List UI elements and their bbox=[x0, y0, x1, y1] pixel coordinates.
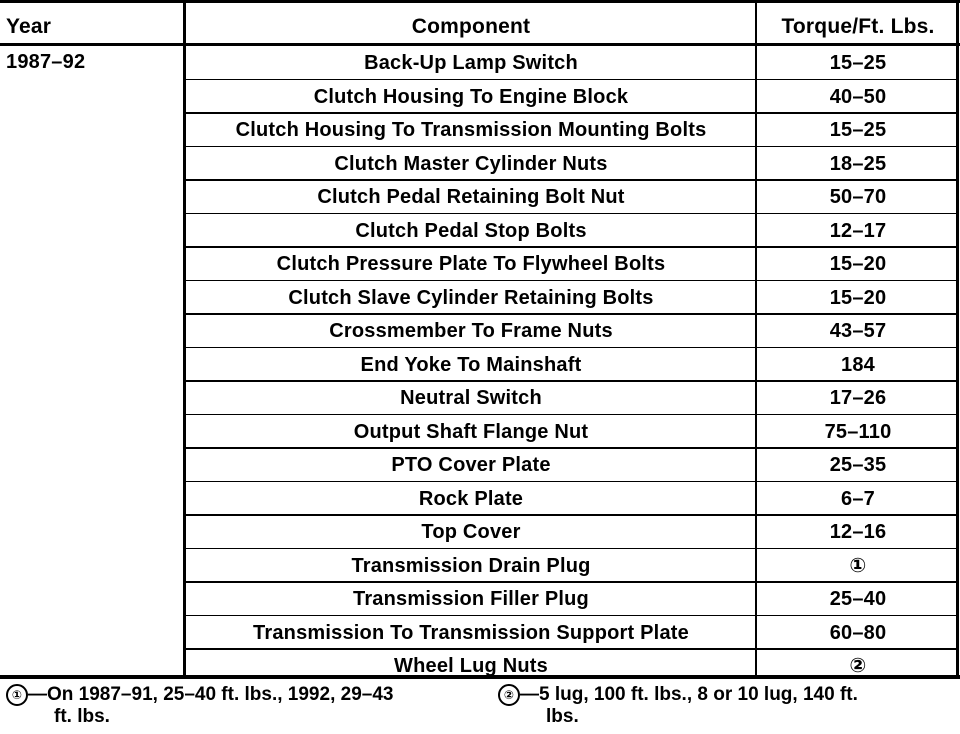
footnote-1-continued: ft. lbs. bbox=[54, 706, 110, 728]
header-year: Year bbox=[6, 15, 52, 38]
component-cell: Clutch Pedal Stop Bolts bbox=[355, 219, 587, 242]
torque-cell: 75–110 bbox=[824, 420, 892, 443]
torque-cell: 15–20 bbox=[829, 286, 887, 309]
header-torque: Torque/Ft. Lbs. bbox=[781, 15, 935, 38]
component-cell: PTO Cover Plate bbox=[391, 454, 551, 476]
component-cell: Transmission Filler Plug bbox=[353, 588, 589, 610]
torque-cell: 12–16 bbox=[829, 521, 887, 543]
component-cell: Neutral Switch bbox=[400, 387, 542, 409]
footnote-1 bbox=[6, 684, 476, 728]
footnote-2-text: —5 lug, 100 ft. lbs., 8 or 10 lug, 140 ft. bbox=[520, 684, 858, 706]
component-cell: Clutch Housing To Transmission Mounting Bolts bbox=[235, 119, 707, 141]
torque-cell: 43–57 bbox=[829, 320, 887, 342]
footnote-2-continued: lbs. bbox=[546, 706, 579, 728]
footnote-2 bbox=[498, 684, 953, 728]
torque-cell: 60–80 bbox=[829, 621, 887, 644]
footnote-1-text: —On 1987–91, 25–40 ft. lbs., 1992, 29–43 bbox=[28, 684, 394, 706]
component-cell: Top Cover bbox=[421, 521, 521, 543]
torque-cell: 12–17 bbox=[829, 219, 887, 242]
component-cell: Transmission To Transmission Support Plate bbox=[253, 621, 689, 644]
component-cell: Clutch Pedal Retaining Bolt Nut bbox=[317, 186, 625, 208]
torque-cell: ① bbox=[849, 554, 867, 577]
torque-cell: 184 bbox=[841, 353, 875, 376]
component-cell: Clutch Pressure Plate To Flywheel Bolts bbox=[276, 253, 666, 275]
torque-cell: 50–70 bbox=[829, 186, 887, 208]
component-cell: Clutch Master Cylinder Nuts bbox=[334, 152, 608, 175]
component-cell: Back-Up Lamp Switch bbox=[364, 52, 578, 74]
torque-cell: 18–25 bbox=[829, 152, 887, 175]
component-cell: Transmission Drain Plug bbox=[351, 554, 591, 577]
component-cell: Crossmember To Frame Nuts bbox=[329, 320, 613, 342]
torque-cell: 40–50 bbox=[829, 85, 887, 108]
torque-cell: 15–20 bbox=[829, 253, 887, 275]
footnote-1-marker: ① bbox=[6, 684, 28, 706]
torque-cell: 17–26 bbox=[829, 387, 887, 409]
torque-cell: 6–7 bbox=[841, 487, 875, 510]
torque-cell: 15–25 bbox=[829, 119, 887, 141]
torque-cell: 25–40 bbox=[829, 588, 887, 610]
component-cell: End Yoke To Mainshaft bbox=[360, 353, 582, 376]
footnote-2-marker: ② bbox=[498, 684, 520, 706]
table-top-rule bbox=[0, 0, 960, 3]
torque-cell: ② bbox=[849, 655, 867, 677]
header-component: Component bbox=[411, 15, 531, 38]
component-cell: Clutch Slave Cylinder Retaining Bolts bbox=[288, 286, 654, 309]
component-cell: Clutch Housing To Engine Block bbox=[313, 85, 629, 108]
component-cell: Wheel Lug Nuts bbox=[394, 655, 548, 677]
torque-cell: 25–35 bbox=[829, 454, 887, 476]
torque-cell: 15–25 bbox=[829, 52, 887, 74]
component-cell: Rock Plate bbox=[418, 487, 524, 510]
component-cell: Output Shaft Flange Nut bbox=[353, 420, 589, 443]
year-value: 1987–92 bbox=[6, 51, 86, 73]
